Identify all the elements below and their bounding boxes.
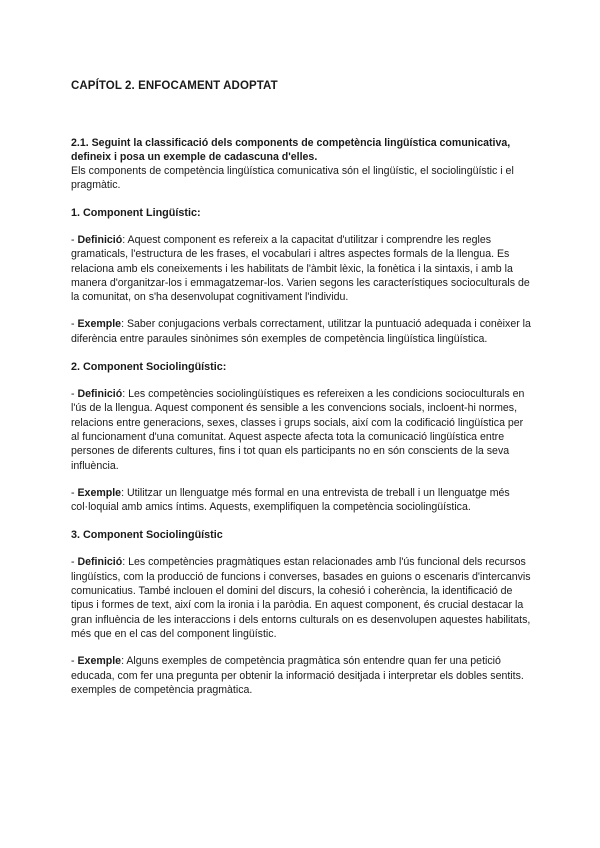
definition-label: Definició <box>77 388 123 401</box>
chapter-title: CAPÍTOL 2. ENFOCAMENT ADOPTAT <box>71 80 278 92</box>
section-1-example: - Exemple: Saber conjugacions verbals correctament, utilitzar la puntuació adequada i conèixer la diferència entre paraules sinònimes són exemples de competència lingüística lingüística. <box>71 318 531 345</box>
question-heading: 2.1. Seguint la classificació dels components de competència lingüística comunicativa, defineix i posa un exemple de cadascuna d'elles. <box>71 137 511 163</box>
section-3-example: - Exemple: Alguns exemples de competència pragmàtica són entendre quan fer una petició educada, com fer una pregunta per obtenir la informació desitjada i interpretar els dobles sentits. exemples de competència pragmàtica. <box>71 655 524 696</box>
section-1-definition: - Definició: Aquest component es refereix a la capacitat d'utilitzar i comprendre les regles gramaticals, l'estructura de les frases, el vocabulari i altres aspectes formals de la llengua. Es relaciona amb els coneixements i les habilitats de l'àmbit lèxic, la fonètica i la sintaxis, i amb la manera d'organitzar-los i emmagatzemar-los. Varien segons les característiques socioculturals de la comunitat, on s'ha desenvolupat cognitivament l'individu. <box>71 234 530 304</box>
example-label: Exemple <box>77 318 122 331</box>
example-text: : Saber conjugacions verbals correctament, utilitzar la puntuació adequada i conèixer la diferència entre paraules sinònimes són exemples de competència lingüística lingüística. <box>71 318 531 345</box>
section-3-definition: - Definició: Les competències pragmàtiques estan relacionades amb l'ús funcional dels recursos lingüístics, com la producció de funcions i converses, basades en guions o escenaris d'intercanvis comunicatius. També inclouen el domini del discurs, la cohesió i coherència, la identificació de tipus i formes de text, així com la ironia i la paròdia. En aquest component, és crucial destacar la gran influència de les interaccions i dels entorns culturals on es desenvolupen aquestes habilitats, més que en el cas del component lingüístic. <box>71 556 531 640</box>
definition-text: : Les competències pragmàtiques estan relacionades amb l'ús funcional dels recursos lingüístics, com la producció de funcions i converses, basades en guions o escenaris d'intercanvis comunicatius. També inclouen el domini del discurs, la cohesió i coherència, la identificació de tipus i formes de text, així com la ironia i la paròdia. En aquest component, és crucial destacar la gran influència de les interaccions i dels entorns culturals on es desenvolupen aquestes habilitats, més que en el cas del component lingüístic. <box>71 556 531 640</box>
section-1-heading: 1. Component Lingüístic: <box>71 207 201 219</box>
example-text: : Utilitzar un llenguatge més formal en una entrevista de treball i un llenguatge més col·loquial amb amics íntims. Aquests, exemplifiquen la competència sociolingüística. <box>71 486 510 514</box>
section-2-heading: 2. Component Sociolingüístic: <box>71 361 227 374</box>
definition-label: Definició <box>77 556 123 569</box>
section-3-heading: 3. Component Sociolingüístic <box>71 529 223 542</box>
example-label: Exemple <box>77 655 122 668</box>
definition-text: : Les competències sociolingüístiques es refereixen a les condicions socioculturals en l'ús de la llengua. Aquest component és sensible a les convencions socials, incloent-hi normes, relacions entre generacions, sexes, classes i grups socials, així com la codificació lingüística per al funcionament d'una comunitat. Aquest aspecte afecta tota la comunicació lingüística entre persones de diferents cultures, fins i tot quan els participants no en són conscients de la seva influència. <box>71 388 525 472</box>
section-2-definition: - Definició: Les competències sociolingüístiques es refereixen a les condicions socioculturals en l'ús de la llengua. Aquest component és sensible a les convencions socials, incloent-hi normes, relacions entre generacions, sexes, classes i grups socials, així com la codificació lingüística per al funcionament d'una comunitat. Aquest aspecte afecta tota la comunicació lingüística entre persones de diferents cultures, fins i tot quan els participants no en són conscients de la seva influència. <box>71 388 525 472</box>
example-label: Exemple <box>77 486 122 499</box>
definition-label: Definició <box>77 234 123 246</box>
definition-text: : Aquest component es refereix a la capacitat d'utilitzar i comprendre les regles gramaticals, l'estructura de les frases, el vocabulari i altres aspectes formals de la llengua. Es relaciona amb els coneixements i les habilitats de l'àmbit lèxic, la fonètica i la sintaxis, i amb la manera d'organitzar-los i emmagatzemar-los. Varien segons les característiques socioculturals de la comunitat, on s'ha desenvolupat cognitivament l'individu. <box>71 234 530 304</box>
document-content <box>71 80 533 697</box>
intro-paragraph: Els components de competència lingüística comunicativa són el lingüístic, el sociolingüístic i el pragmàtic. <box>71 165 514 191</box>
section-2-example: - Exemple: Utilitzar un llenguatge més formal en una entrevista de treball i un llenguatge més col·loquial amb amics íntims. Aquests, exemplifiquen la competència sociolingüística. <box>71 486 510 514</box>
example-text: : Alguns exemples de competència pragmàtica són entendre quan fer una petició educada, com fer una pregunta per obtenir la informació desitjada i interpretar els dobles sentits. exemples de competència pragmàtica. <box>71 655 524 696</box>
